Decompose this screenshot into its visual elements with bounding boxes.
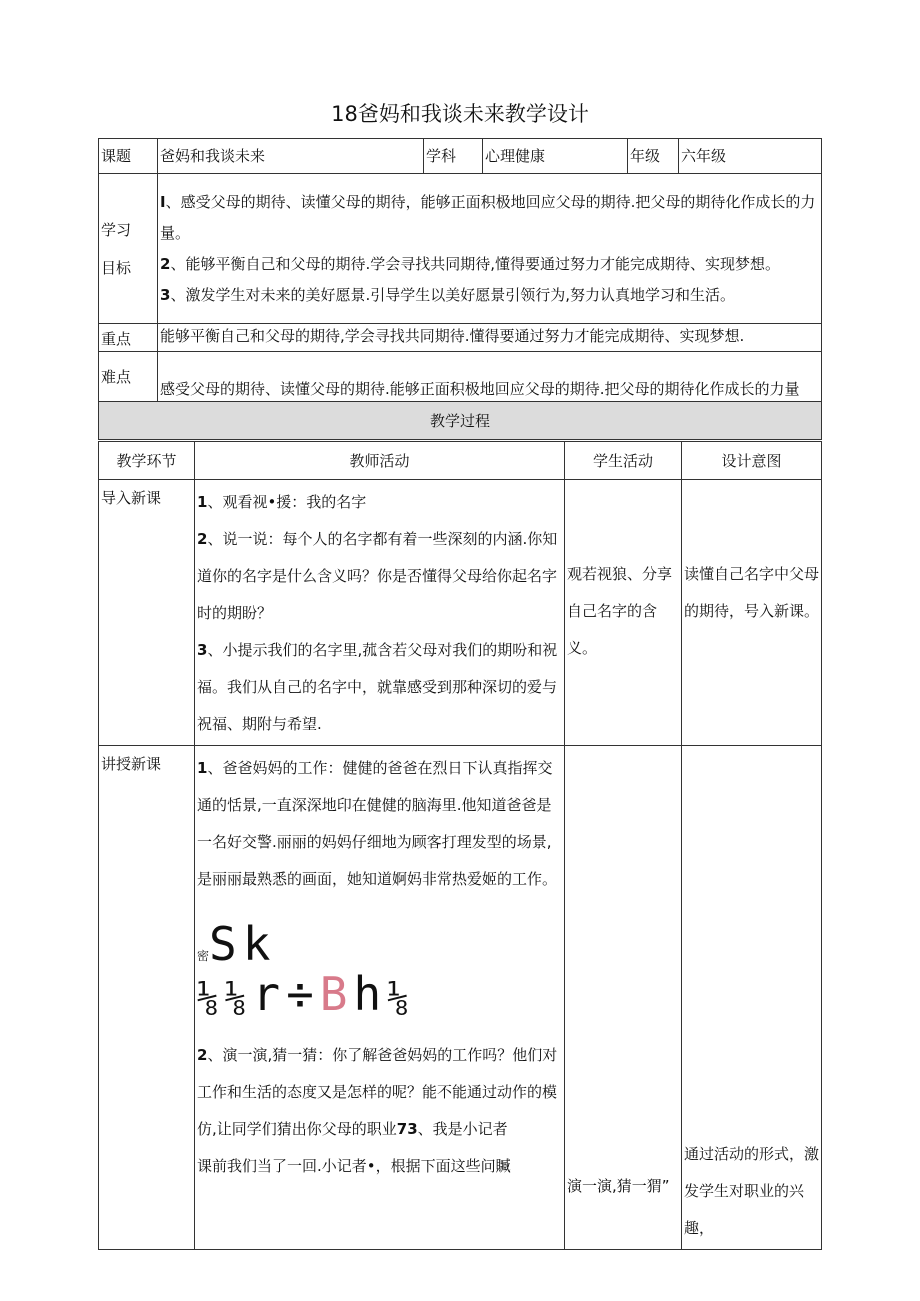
design-intent-cell (682, 480, 822, 746)
garbled-text: Sk (209, 917, 277, 971)
objective-item: 3、激发学生对未来的美好愿景.引导学生以美好愿景引领行为,努力认真地学习和生活。 (160, 285, 735, 304)
difficulty-label: 难点 (99, 352, 158, 402)
teacher-activity-item: 1、观看视•援：我的名字 (197, 493, 367, 511)
garbled-char: 密 (197, 949, 210, 963)
column-header: 设计意图 (682, 442, 822, 480)
teacher-activity-cell (195, 746, 565, 1250)
garbled-fraction: ⅛ (197, 978, 225, 1019)
teacher-activity-item: 2、演一演,猜一猜：你了解爸爸妈妈的工作吗？他们对工作和生活的态度又是怎样的呢？能不能通过动作的模仿,让同学们猜出你父母的职业73、我是小记者 (197, 1046, 558, 1138)
subject-value: 心理健康 (483, 139, 628, 174)
grade-label: 年级 (628, 139, 679, 174)
objectives-label (99, 174, 158, 324)
stage-cell: 导入新课 (99, 480, 195, 746)
process-heading: 教学过程 (99, 402, 822, 440)
teacher-activity-cell (195, 480, 565, 746)
objectives-label-line2: 目标 (101, 258, 132, 277)
grade-value: 六年级 (679, 139, 822, 174)
table-row (99, 480, 822, 746)
garbled-text: ÷ (286, 967, 320, 1021)
student-activity-text: 演一演,猜一猬” (567, 1177, 670, 1195)
teacher-activity-item: 1、爸爸妈妈的工作：健健的爸爸在烈日下认真指挥交通的恬景,一直深深地印在健健的脑海里.他知道爸爸是一名好交警.丽丽的妈妈仔细地为顾客打理发型的场景,是丽丽最熟悉的画面，她知道婀妈非常热爱姬的工作。 (197, 759, 558, 888)
table-row (99, 746, 822, 1250)
key-point-label: 重点 (99, 324, 158, 352)
key-point-text: 能够平衡自己和父母的期待,学会寻找共同期待.懂得要通过努力才能完成期待、实现梦想. (158, 324, 822, 352)
process-table (98, 441, 822, 1250)
student-activity-cell (565, 480, 682, 746)
difficulty-text: 感受父母的期待、读懂父母的期待.能够正面积极地回应父母的期待.把父母的期待化作成长的力量 (158, 352, 822, 402)
teacher-activity-item: 3、小提示我们的名字里,菰含若父母对我们的期吩和祝福。我们从自己的名字中，就靠感受到那种深切的爱与祝福、期附与希望. (197, 641, 558, 733)
design-intent-text: 通过活动的形式，激发学生对职业的兴趣， (684, 1145, 820, 1237)
info-table (98, 138, 822, 440)
course-value: 爸妈和我谈未来 (158, 139, 424, 174)
objective-item: I、感受父母的期待、读懂父母的期待，能够正面积极地回应父母的期待.把父母的期待化作成长的力量。 (160, 192, 816, 242)
garbled-fraction: ⅛ (387, 978, 415, 1019)
subject-label: 学科 (424, 139, 483, 174)
teacher-activity-item: 2、说一说：每个人的名字都有着一些深刻的内涵.你知道你的名字是什么含义吗？你是否懂得父母给你起名字时的期盼？ (197, 530, 558, 622)
student-activity-cell (565, 746, 682, 1250)
course-label: 课题 (99, 139, 158, 174)
column-header: 学生活动 (565, 442, 682, 480)
stage-cell: 讲授新课 (99, 746, 195, 1250)
column-header: 教师活动 (195, 442, 565, 480)
garbled-text: r (252, 967, 287, 1021)
column-header: 教学环节 (99, 442, 195, 480)
garbled-fraction: ⅛ (224, 978, 253, 1019)
garbled-text: B (319, 967, 354, 1021)
garbled-text: h (353, 967, 388, 1021)
objective-item: 2、能够平衡自己和父母的期待.学会寻找共同期待,懂得要通过努力才能完成期待、实现梦想。 (160, 254, 780, 273)
objectives-content (158, 174, 822, 324)
page-title: 18爸妈和我谈未来教学设计 (331, 102, 589, 126)
garbled-formula (197, 917, 562, 1023)
design-intent-text: 读懂自己名字中父母的期待，号入新课。 (684, 565, 820, 620)
objectives-label-line1: 学习 (101, 220, 132, 239)
design-intent-cell (682, 746, 822, 1250)
student-activity-text: 观若视狼、分享自己名字的含义。 (567, 565, 673, 657)
teacher-activity-item: 课前我们当了一回.小记者•，根据下面这些问贓 (197, 1157, 511, 1175)
